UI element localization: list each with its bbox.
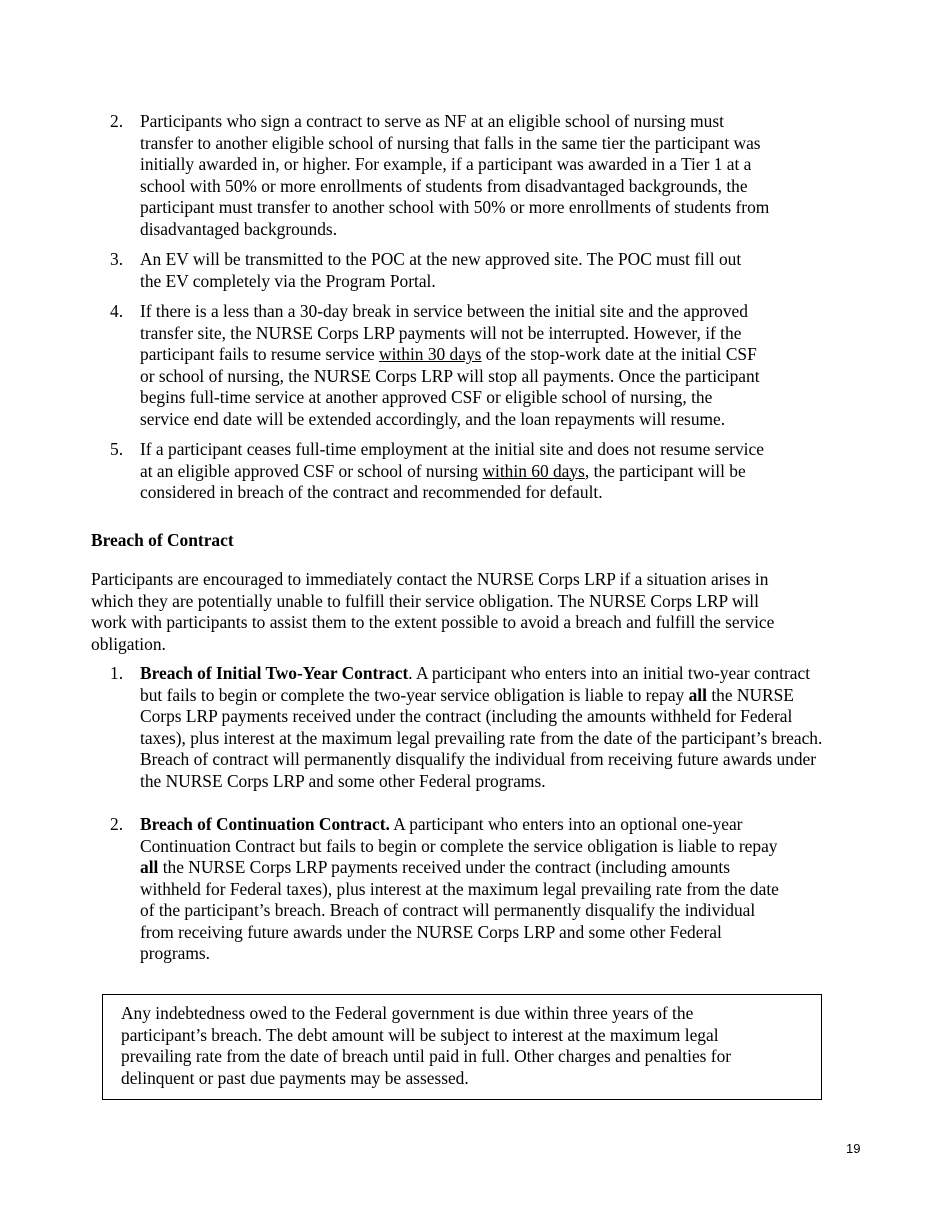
text-line: transfer site, the NURSE Corps LRP payments will not be interrupted. However, if the xyxy=(140,322,742,343)
text-fragment: of the stop-work date at the initial CSF xyxy=(481,344,757,364)
text-line: or school of nursing, the NURSE Corps LRP will stop all payments. Once the participant xyxy=(140,365,760,386)
text-line: Breach of contract will permanently disqualify the individual from receiving future awards under xyxy=(140,749,817,769)
list-item-text xyxy=(140,111,870,240)
text-line: An EV will be transmitted to the POC at the new approved site. The POC must fill out xyxy=(140,249,742,269)
list-item-number: 2. xyxy=(110,111,124,131)
text-line xyxy=(140,814,870,836)
text-line: delinquent or past due payments may be assessed. xyxy=(121,1067,469,1088)
text-fragment: participant fails to resume service xyxy=(140,344,380,364)
list-item-text xyxy=(140,663,870,792)
list-item-number: 4. xyxy=(110,301,124,321)
text-line: prevailing rate from the date of breach until paid in full. Other charges and penalties for xyxy=(121,1046,732,1066)
list-item-text xyxy=(140,814,870,965)
list-item xyxy=(110,249,870,292)
text-fragment: A participant who enters into an optional one-year xyxy=(389,814,743,834)
text-fragment: at an eligible approved CSF or school of nursing xyxy=(140,460,483,481)
text-line xyxy=(140,461,870,483)
text-line: disadvantaged backgrounds. xyxy=(140,218,338,239)
text-line: withheld for Federal taxes), plus interest at the maximum legal prevailing rate from the date xyxy=(140,878,779,899)
text-line: the EV completely via the Program Portal. xyxy=(140,270,436,291)
list-item xyxy=(110,439,870,504)
text-line xyxy=(140,685,870,707)
list-item-number: 1. xyxy=(110,663,124,683)
underlined-deadline: within 30 days xyxy=(379,344,482,364)
list-item-text xyxy=(140,439,870,504)
list-item-number: 3. xyxy=(110,249,124,269)
text-line xyxy=(140,344,870,366)
list-item xyxy=(110,111,870,240)
text-line: obligation. xyxy=(91,633,166,654)
text-fragment: the NURSE xyxy=(706,684,794,705)
text-line: Participants are encouraged to immediately contact the NURSE Corps LRP if a situation arises in xyxy=(91,569,769,589)
underlined-deadline: within 60 days xyxy=(482,460,585,481)
list-item xyxy=(110,301,870,430)
text-fragment: the NURSE Corps LRP payments received under the contract (including amounts xyxy=(158,857,731,877)
breach-item-title: Breach of Initial Two-Year Contract xyxy=(140,663,409,683)
emphasis-text: all xyxy=(688,684,707,705)
list-item-number: 5. xyxy=(110,439,124,459)
text-line: of the participant’s breach. Breach of contract will permanently disqualify the individual xyxy=(140,900,756,920)
section-heading: Breach of Contract xyxy=(91,530,234,550)
text-line: initially awarded in, or higher. For example, if a participant was awarded in a Tier 1 at a xyxy=(140,154,752,174)
text-line: work with participants to assist them to the extent possible to avoid a breach and fulfill the service xyxy=(91,612,775,632)
text-line: participant must transfer to another school with 50% or more enrollments of students from xyxy=(140,197,770,217)
notice-box xyxy=(102,994,822,1100)
text-line xyxy=(140,857,870,879)
intro-paragraph xyxy=(91,569,851,655)
text-fragment: but fails to begin or complete the two-year service obligation is liable to repay xyxy=(140,684,689,705)
emphasis-text: all xyxy=(140,857,159,877)
text-line: programs. xyxy=(140,943,211,963)
page-number: 19 xyxy=(846,1141,861,1156)
text-line: school with 50% or more enrollments of students from disadvantaged backgrounds, the xyxy=(140,175,748,196)
text-line: considered in breach of the contract and recommended for default. xyxy=(140,482,603,502)
text-line: from receiving future awards under the NURSE Corps LRP and some other Federal xyxy=(140,921,722,942)
text-line: If there is a less than a 30-day break in service between the initial site and the approved xyxy=(140,301,748,321)
text-line: taxes), plus interest at the maximum legal prevailing rate from the date of the participant’s breach. xyxy=(140,727,823,748)
breach-item xyxy=(110,814,870,965)
text-line: the NURSE Corps LRP and some other Federal programs. xyxy=(140,770,546,791)
text-line: begins full-time service at another approved CSF or eligible school of nursing, the xyxy=(140,387,713,407)
text-line: Corps LRP payments received under the contract (including the amounts withheld for Federal xyxy=(140,706,793,726)
text-line: which they are potentially unable to fulfill their service obligation. The NURSE Corps LRP will xyxy=(91,590,759,611)
text-line: If a participant ceases full-time employment at the initial site and does not resume service xyxy=(140,439,764,459)
breach-item-title: Breach of Continuation Contract. xyxy=(140,814,390,834)
list-item-number: 2. xyxy=(110,814,124,834)
text-line: participant’s breach. The debt amount will be subject to interest at the maximum legal xyxy=(121,1024,719,1045)
text-line: service end date will be extended accordingly, and the loan repayments will resume. xyxy=(140,408,726,429)
text-line: Continuation Contract but fails to begin or complete the service obligation is liable to repay xyxy=(140,835,778,856)
text-fragment: , the participant will be xyxy=(584,460,746,481)
text-line: Any indebtedness owed to the Federal government is due within three years of the xyxy=(121,1003,694,1023)
list-item-text xyxy=(140,301,870,430)
text-line: Participants who sign a contract to serve as NF at an eligible school of nursing must xyxy=(140,111,724,131)
text-fragment: . A participant who enters into an initial two-year contract xyxy=(408,663,811,683)
text-line: transfer to another eligible school of nursing that falls in the same tier the participant was xyxy=(140,132,761,153)
list-item-text xyxy=(140,249,870,292)
text-line xyxy=(140,663,870,685)
breach-item xyxy=(110,663,870,792)
